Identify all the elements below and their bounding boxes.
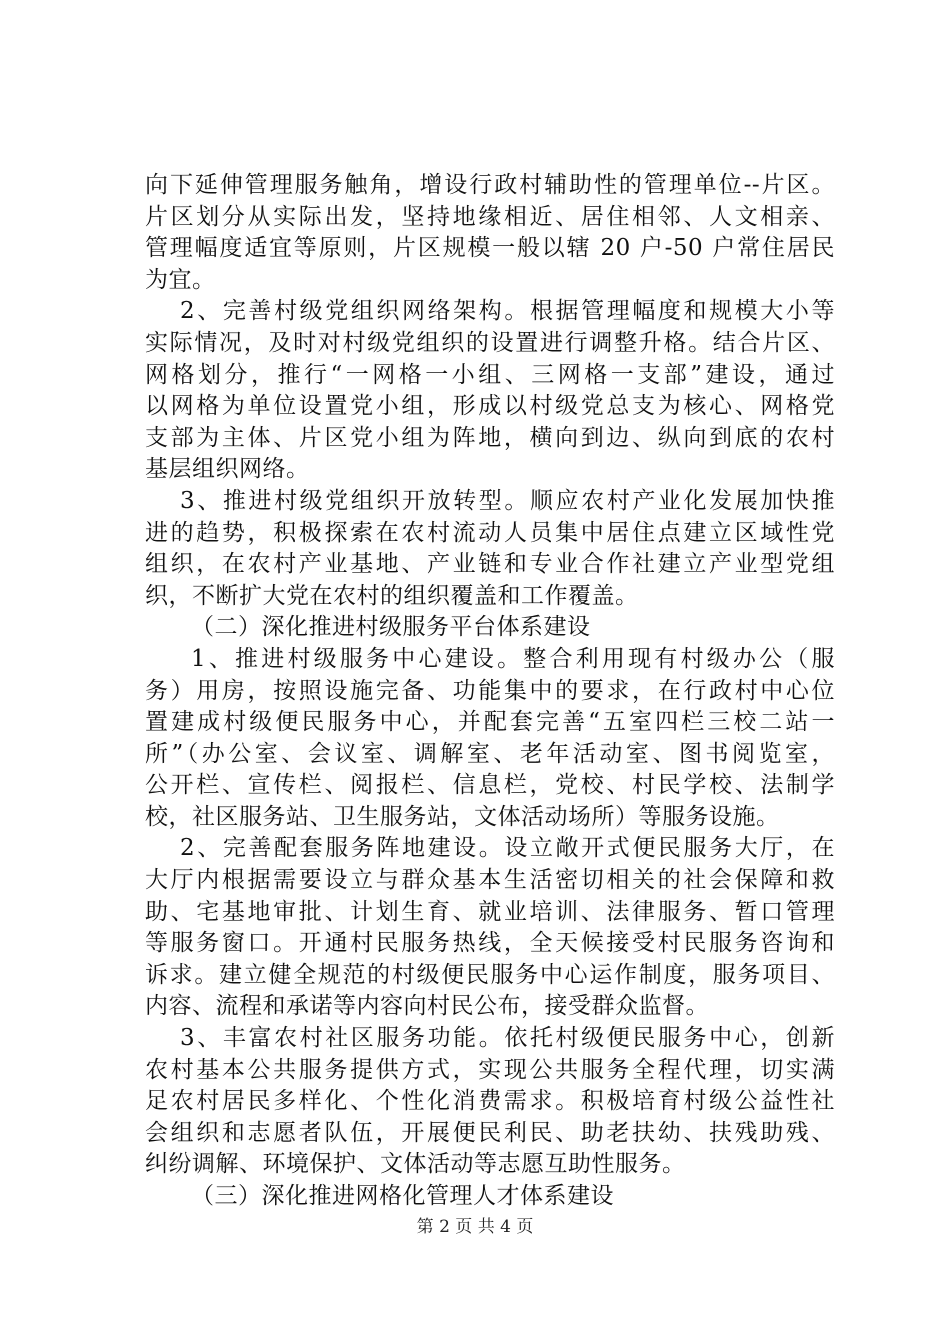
text-line: 内容、流程和承诺等内容向村民公布，接受群众监督。 (145, 993, 709, 1020)
text-line: 以网格为单位设置党小组，形成以村级党总支为核心、网格党 (145, 393, 835, 420)
text-line: 纠纷调解、环境保护、文体活动等志愿互助性服务。 (145, 1151, 686, 1178)
text-line: 足农村居民多样化、个性化消费需求。积极培育村级公益性社 (145, 1088, 835, 1115)
section-heading: （二）深化推进村级服务平台体系建设 (191, 614, 591, 641)
text-line: 向下延伸管理服务触角，增设行政村辅助性的管理单位--片区。 (145, 172, 835, 198)
text-line: 织，不断扩大党在农村的组织覆盖和工作覆盖。 (145, 582, 639, 609)
text-line: 务）用房，按照设施完备、功能集中的要求，在行政村中心位 (145, 677, 835, 704)
text-line: 为宜。 (145, 266, 216, 293)
text-line: 进的趋势，积极探索在农村流动人员集中居住点建立区域性党 (145, 519, 835, 546)
text-line: 组织，在农村产业基地、产业链和专业合作社建立产业型党组 (145, 551, 835, 578)
text-line: 公开栏、宣传栏、阅报栏、信息栏，党校、村民学校、法制学 (145, 772, 835, 799)
paragraph-start-line: 1、推进村级服务中心建设。整合利用现有村级办公（服 (191, 645, 835, 672)
text-line: 管理幅度适宜等原则，片区规模一般以辖 20 户-50 户常住居民 (145, 235, 835, 262)
text-line: 片区划分从实际出发，坚持地缘相近、居住相邻、人文相亲、 (145, 203, 835, 230)
text-line: 基层组织网络。 (145, 456, 310, 483)
text-line: 所”（办公室、会议室、调解室、老年活动室、图书阅览室， (145, 740, 835, 767)
text-line: 置建成村级便民服务中心，并配套完善“五室四栏三校二站一 (145, 709, 835, 736)
text-line: 校，社区服务站、卫生服务站，文体活动场所）等服务设施。 (145, 803, 780, 830)
text-line: 会组织和志愿者队伍，开展便民利民、助老扶幼、扶残助残、 (145, 1119, 835, 1146)
document-body (145, 170, 835, 1213)
text-line: 大厅内根据需要设立与群众基本生活密切相关的社会保障和救 (145, 867, 835, 894)
text-line: 支部为主体、片区党小组为阵地，横向到边、纵向到底的农村 (145, 424, 835, 451)
text-line: 农村基本公共服务提供方式，实现公共服务全程代理，切实满 (145, 1056, 835, 1083)
paragraph-start-line: 2、完善配套服务阵地建设。设立敞开式便民服务大厅，在 (180, 835, 835, 862)
paragraph-start-line: 3、丰富农村社区服务功能。依托村级便民服务中心，创新 (180, 1025, 835, 1052)
text-line: 网格划分，推行“一网格一小组、三网格一支部”建设，通过 (145, 361, 835, 388)
paragraph-start-line: 2、完善村级党组织网络架构。根据管理幅度和规模大小等 (180, 298, 835, 325)
text-line: 助、宅基地审批、计划生育、就业培训、法律服务、暂口管理 (145, 898, 835, 925)
paragraph-start-line: 3、推进村级党组织开放转型。顺应农村产业化发展加快推 (180, 487, 835, 514)
section-heading: （三）深化推进网格化管理人才体系建设 (191, 1183, 614, 1209)
text-line: 实际情况，及时对村级党组织的设置进行调整升格。结合片区、 (145, 329, 835, 356)
text-line: 等服务窗口。开通村民服务热线，全天候接受村民服务咨询和 (145, 930, 835, 957)
text-line: 诉求。建立健全规范的村级便民服务中心运作制度，服务项目、 (145, 961, 835, 988)
page-number-footer: 第 2 页 共 4 页 (416, 1217, 534, 1237)
